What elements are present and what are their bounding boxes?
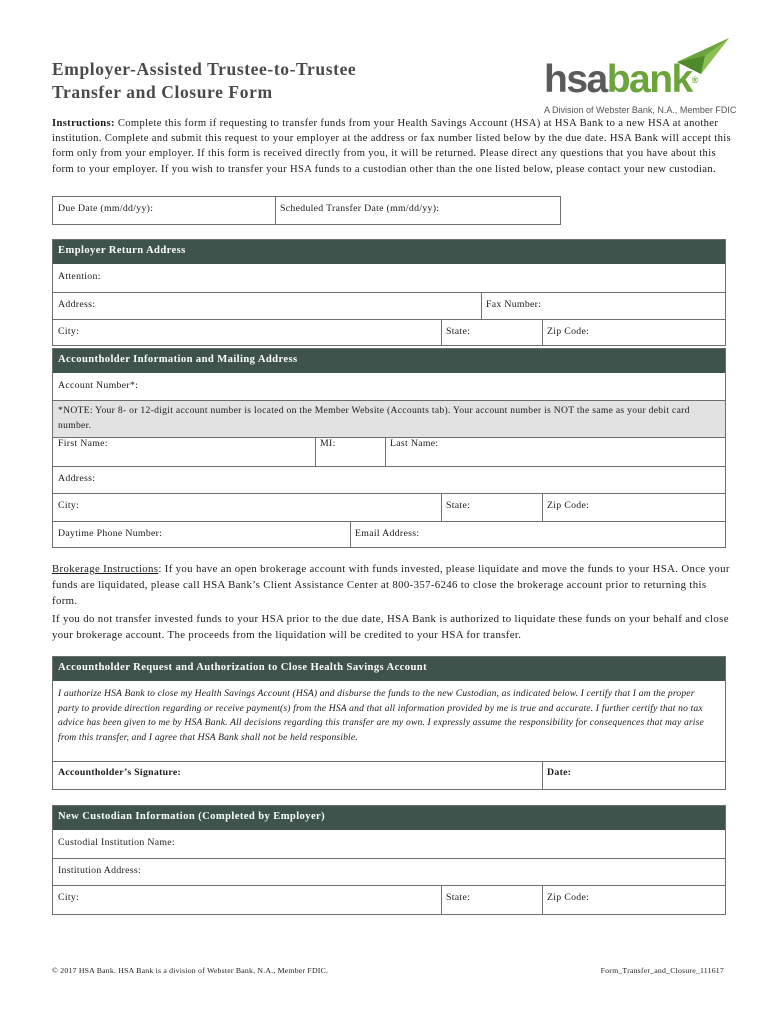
hsa-bank-logo <box>540 36 737 120</box>
brokerage-instructions <box>52 561 732 609</box>
custodian-state-field[interactable]: State: <box>446 892 471 903</box>
brokerage-text: : If you have an open brokerage account with funds invested, please liquidate and move the funds to your HSA. Once your funds are liquidated, please call HSA Bank’s Client Assistance Center at 800-357-6246 to close the brokerage account prior to returning this form. <box>52 563 730 607</box>
authorization-section <box>52 656 726 790</box>
employer-state-field[interactable]: State: <box>446 326 471 337</box>
mailing-address-field[interactable]: Address: <box>58 473 96 484</box>
first-name-field[interactable]: First Name: <box>58 438 108 449</box>
logo-hsa-text: hsa <box>544 58 607 101</box>
footer-copyright: © 2017 HSA Bank. HSA Bank is a division of Webster Bank, N.A., Member FDIC. <box>52 966 329 975</box>
due-date-field[interactable]: Due Date (mm/dd/yy): <box>58 203 154 214</box>
footer-form-id: Form_Transfer_and_Closure_111617 <box>600 966 724 975</box>
brokerage-liquidation-text: If you do not transfer invested funds to your HSA prior to the due date, HSA Bank is authorized to liquidate these funds on your behalf and close your brokerage account. The proceeds from the liquidation will be credited to your HSA for transfer. <box>52 613 729 641</box>
institution-address-field[interactable]: Institution Address: <box>58 865 142 876</box>
title-line-2: Transfer and Closure Form <box>52 82 273 102</box>
custodial-institution-name-field[interactable]: Custodial Institution Name: <box>58 837 175 848</box>
middle-initial-field[interactable]: MI: <box>320 438 336 449</box>
custodian-city-field[interactable]: City: <box>58 892 80 903</box>
custodian-heading: New Custodian Information (Completed by Employer) <box>53 806 725 830</box>
employer-zip-field[interactable]: Zip Code: <box>547 326 590 337</box>
logo-tagline: A Division of Webster Bank, N.A., Member FDIC <box>544 105 737 115</box>
employer-return-section <box>52 239 726 346</box>
instructions-text: Complete this form if requesting to transfer funds from your Health Savings Account (HSA) at HSA Bank to a new HSA at another institution. Complete and submit this request to your employer at the address or fax number listed below by the due date. HSA Bank will accept this form only from your employer. If this form is received directly from you, it will be returned. Please direct any questions that you have about this form to your employer. If you wish to transfer your HSA funds to a custodian other than the one listed below, please contact your new custodian. <box>52 118 732 175</box>
fax-number-field[interactable]: Fax Number: <box>486 299 542 310</box>
logo-wordmark: hsabank® <box>544 58 697 101</box>
email-address-field[interactable]: Email Address: <box>355 528 420 539</box>
page-title <box>52 58 356 104</box>
last-name-field[interactable]: Last Name: <box>390 438 439 449</box>
title-line-1: Employer-Assisted Trustee-to-Trustee <box>52 59 357 79</box>
account-number-field[interactable]: Account Number*: <box>58 380 139 391</box>
custodian-section <box>52 805 726 915</box>
employer-address-field[interactable]: Address: <box>58 299 96 310</box>
daytime-phone-field[interactable]: Daytime Phone Number: <box>58 528 163 539</box>
scheduled-transfer-date-field[interactable]: Scheduled Transfer Date (mm/dd/yy): <box>280 203 440 214</box>
accountholder-section <box>52 348 726 548</box>
accountholder-state-field[interactable]: State: <box>446 500 471 511</box>
signature-date-field[interactable]: Date: <box>547 767 572 778</box>
attention-field[interactable]: Attention: <box>58 271 101 282</box>
account-number-note: *NOTE: Your 8- or 12-digit account number is located on the Member Website (Accounts tab). Your account number is NOT the same as your debit card number. <box>53 401 725 438</box>
custodian-zip-field[interactable]: Zip Code: <box>547 892 590 903</box>
accountholder-heading: Accountholder Information and Mailing Address <box>53 349 725 373</box>
instructions <box>52 116 732 177</box>
authorization-heading: Accountholder Request and Authorization to Close Health Savings Account <box>53 657 725 681</box>
authorization-text: I authorize HSA Bank to close my Health Savings Account (HSA) and disburse the funds to the new Custodian, as indicated below. I certify that I am the proper party to provide direction regarding or receive payment(s) from the HSA and that all information provided by me is true and accurate. I further certify that no tax advice has been given to me by HSA Bank. All decisions regarding this transfer are my own. I expressly assume the responsibility for consequences that may arise from this transfer, and I agree that HSA Bank shall not be held responsible. <box>58 688 704 743</box>
accountholder-city-field[interactable]: City: <box>58 500 80 511</box>
employer-city-field[interactable]: City: <box>58 326 80 337</box>
accountholder-zip-field[interactable]: Zip Code: <box>547 500 590 511</box>
dates-box <box>52 196 561 225</box>
brokerage-label: Brokerage Instructions <box>52 563 159 575</box>
accountholder-signature-field[interactable]: Accountholder’s Signature: <box>58 767 182 778</box>
instructions-label: Instructions: <box>52 118 115 129</box>
employer-return-heading: Employer Return Address <box>53 240 725 264</box>
logo-bank-text: bank <box>606 58 692 101</box>
